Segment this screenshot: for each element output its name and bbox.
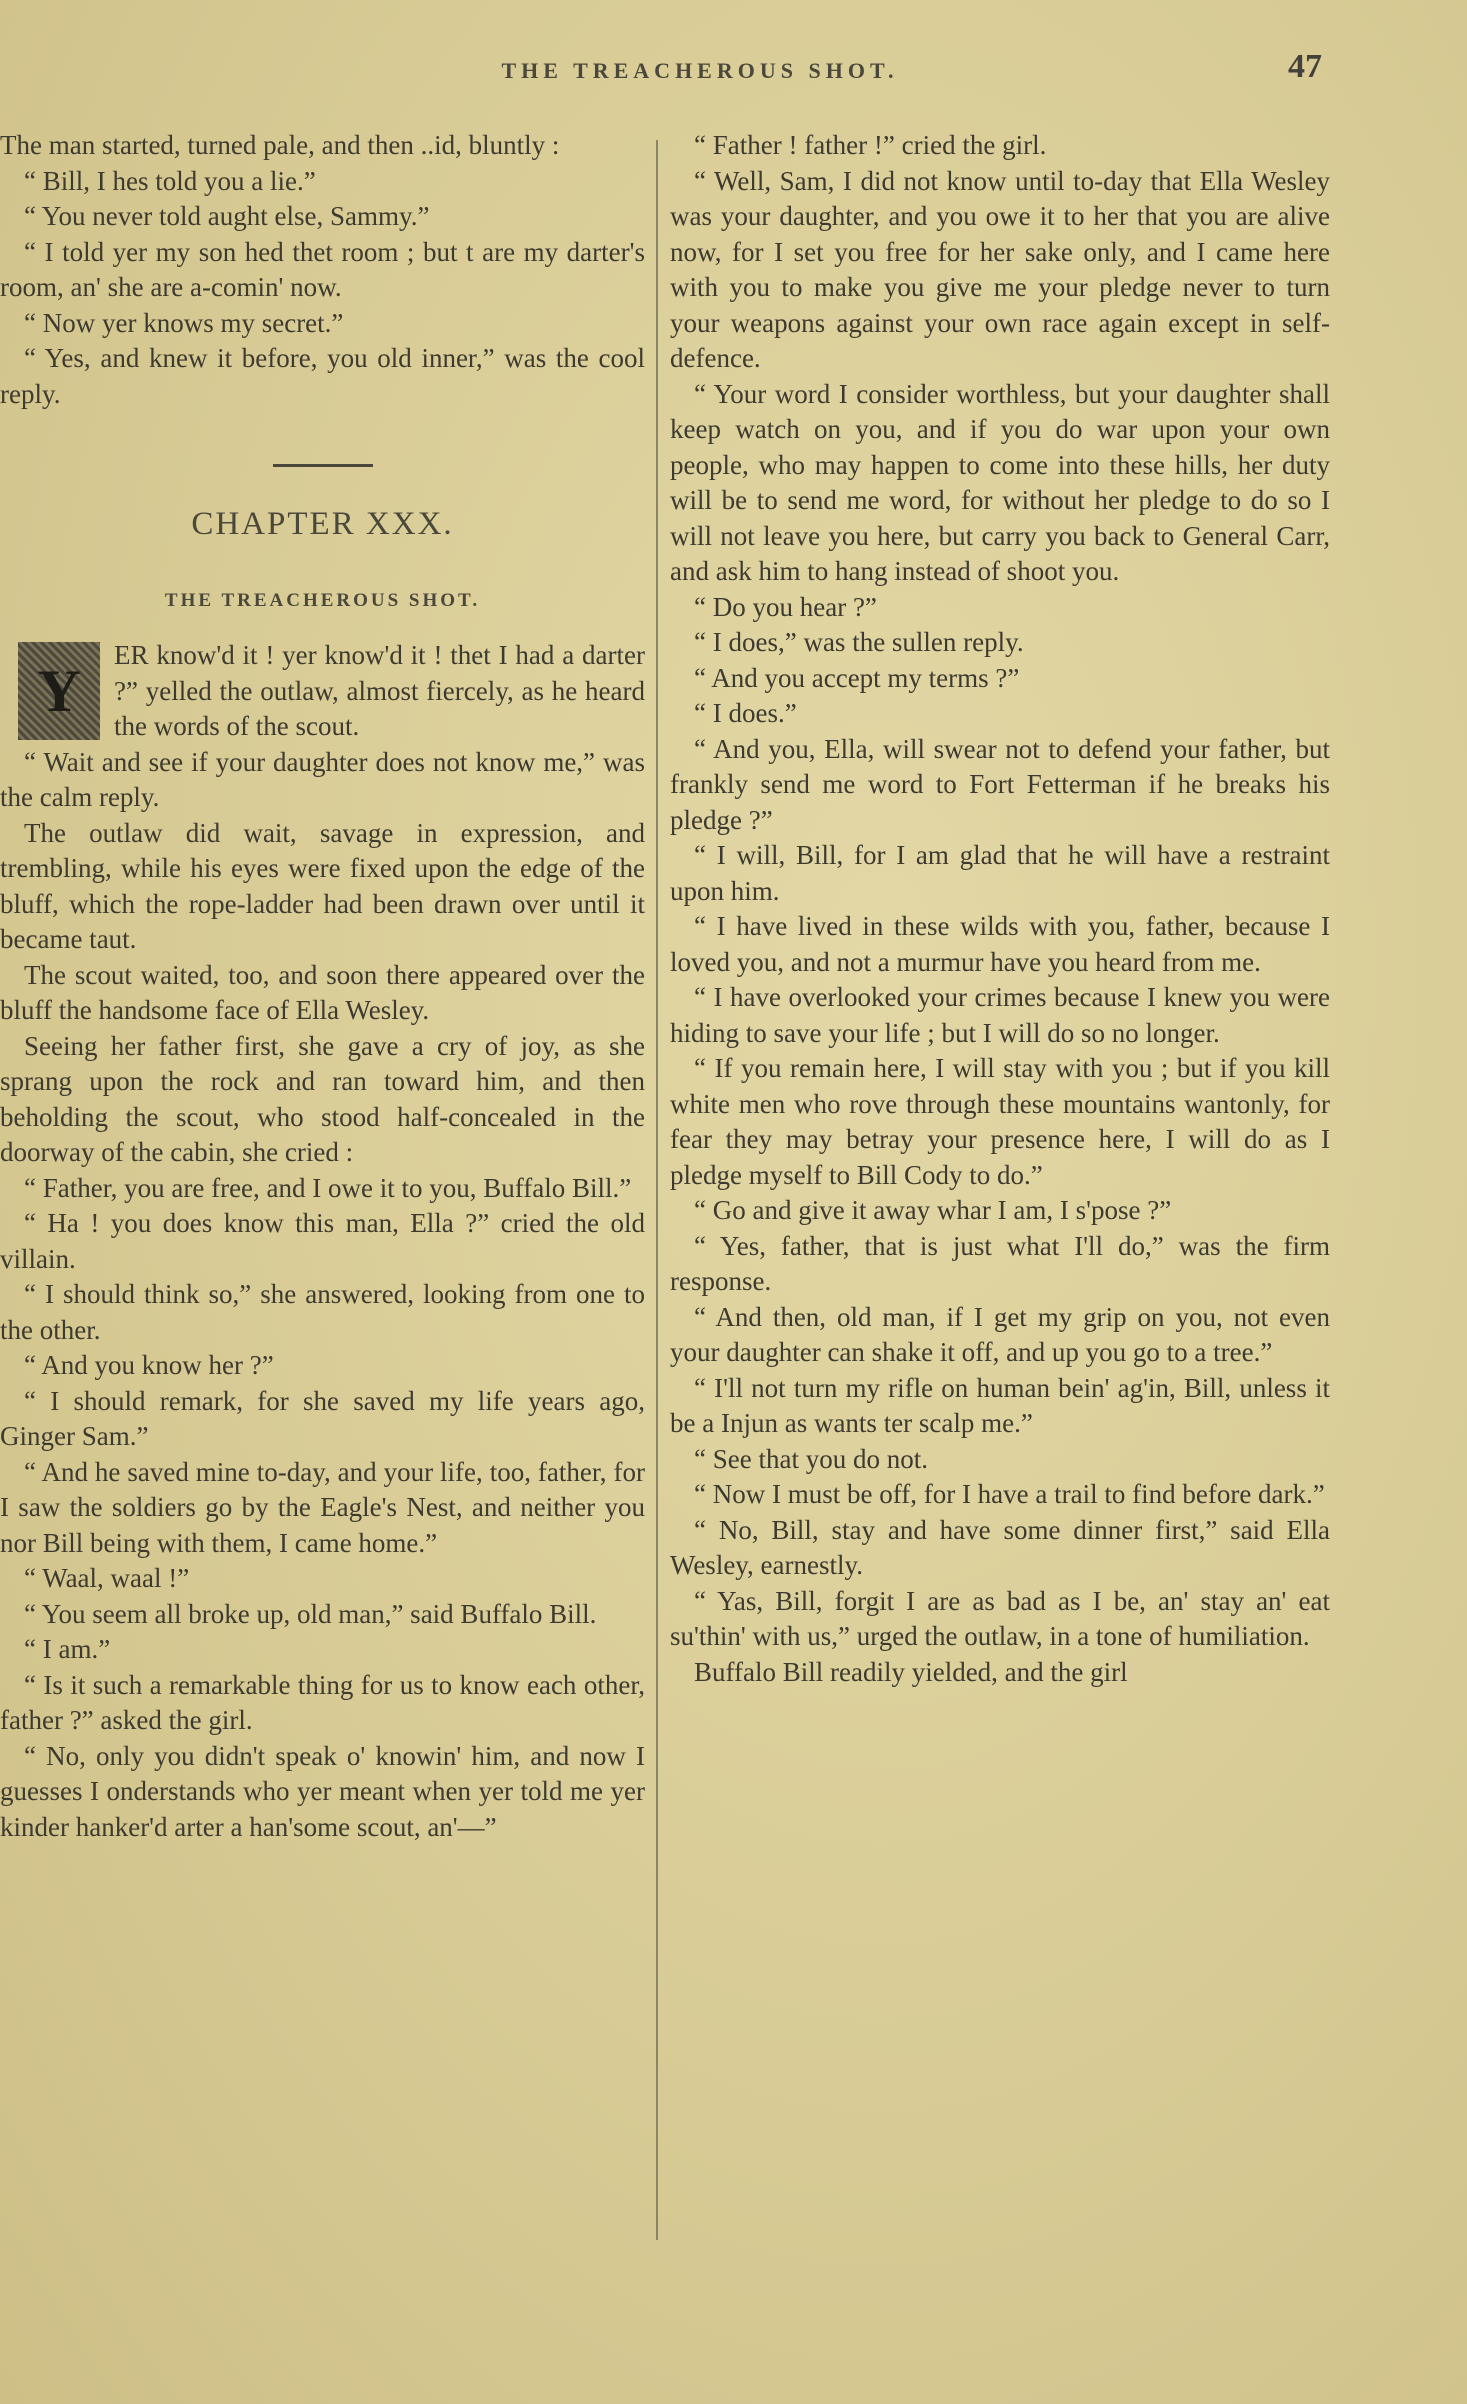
right-paragraph: “ And you, Ella, will swear not to defend your father, but frankly send me word to Fort Fetterman if he breaks his pledge ?” — [670, 733, 1330, 835]
right-paragraph: “ I will, Bill, for I am glad that he will have a restraint upon him. — [670, 840, 1330, 906]
left-column — [0, 128, 645, 1845]
right-paragraph: “ Yas, Bill, forgit I are as bad as I be, an' stay an' eat su'thin' with us,” urged the outlaw, in a tone of humiliation. — [670, 1585, 1330, 1651]
right-column — [670, 128, 1330, 1690]
right-paragraph: “ I does.” — [694, 698, 797, 728]
chapter-heading: CHAPTER XXX. — [191, 506, 454, 542]
right-paragraph: “ No, Bill, stay and have some dinner first,” said Ella Wesley, earnestly. — [670, 1514, 1330, 1580]
left-paragraph: The outlaw did wait, savage in expression, and trembling, while his eyes were fixed upon the edge of the bluff, which the rope-ladder had been drawn over until it became taut. — [0, 817, 645, 954]
right-paragraph: “ I does,” was the sullen reply. — [694, 627, 1024, 657]
left-paragraph: “ Bill, I hes told you a lie.” — [24, 165, 316, 196]
left-paragraph: “ I told yer my son hed thet room ; but t are my darter's room, an' she are a-comin' now. — [0, 236, 645, 302]
right-paragraph: “ And you accept my terms ?” — [694, 662, 1020, 693]
right-paragraph: “ See that you do not. — [694, 1443, 928, 1474]
left-paragraph: Seeing her father first, she gave a cry of joy, as she sprang upon the rock and ran toward him, and then beholding the scout, who stood half-concealed in the doorway of the cabin, she cried : — [0, 1030, 645, 1167]
right-paragraph: “ Father ! father !” cried the girl. — [694, 130, 1047, 160]
opening-paragraph — [0, 638, 645, 745]
left-paragraph: “ Wait and see if your daughter does not know me,” was the calm reply. — [0, 746, 645, 812]
right-paragraph: “ I have lived in these wilds with you, father, because I loved you, and not a murmur have you heard from me. — [670, 911, 1330, 977]
opening-text: ER know'd it ! yer know'd it ! thet I had a darter ?” yelled the outlaw, almost fiercely, as he heard the words of the scout. — [114, 640, 645, 741]
left-paragraph: The man started, turned pale, and then ..id, bluntly : — [0, 130, 560, 160]
left-paragraph: “ Ha ! you does know this man, Ella ?” cried the old villain. — [0, 1208, 645, 1274]
left-paragraph: “ I am.” — [24, 1634, 111, 1664]
right-paragraph: “ Do you hear ?” — [694, 591, 877, 622]
left-paragraph: “ You never told aught else, Sammy.” — [24, 201, 430, 231]
right-paragraph: “ Yes, father, that is just what I'll do,” was the firm response. — [670, 1230, 1330, 1296]
left-paragraph: “ I should remark, for she saved my life years ago, Ginger Sam.” — [0, 1385, 645, 1451]
left-paragraph: “ Is it such a remarkable thing for us to know each other, father ?” asked the girl. — [0, 1669, 645, 1735]
left-paragraph: “ Now yer knows my secret.” — [24, 307, 344, 338]
right-paragraph: “ Your word I consider worthless, but your daughter shall keep watch on you, and if you do war upon your own people, who may happen to come into these hills, her duty will be to send me word, for without her pledge to do so I will not leave you here, but carry you back to General Carr, and ask him to hang instead of shoot you. — [670, 378, 1330, 586]
right-paragraph: “ Now I must be off, for I have a trail to find before dark.” — [694, 1479, 1325, 1509]
left-paragraph: “ No, only you didn't speak o' knowin' him, and now I guesses I onderstands who yer meant when yer told me yer kinder hanker'd arter a han'some scout, an'—” — [0, 1740, 645, 1842]
left-paragraph: “ And you know her ?” — [24, 1350, 274, 1380]
left-paragraph: “ And he saved mine to-day, and your life, too, father, for I saw the soldiers go by the Eagle's Nest, and neither you nor Bill being with them, I came home.” — [0, 1456, 645, 1558]
left-paragraph: “ Waal, waal !” — [24, 1563, 190, 1593]
chapter-subheading: THE TREACHEROUS SHOT. — [164, 589, 481, 611]
right-paragraph: “ I have overlooked your crimes because I knew you were hiding to save your life ; but I will do so no longer. — [670, 982, 1330, 1048]
right-paragraph: “ And then, old man, if I get my grip on you, not even your daughter can shake it off, and up you go to a tree.” — [670, 1301, 1330, 1367]
right-paragraph: Buffalo Bill readily yielded, and the girl — [694, 1656, 1128, 1687]
column-rule — [656, 140, 658, 2240]
section-divider — [273, 464, 373, 467]
drop-cap: Y — [18, 642, 100, 740]
running-head: THE TREACHEROUS SHOT. — [501, 58, 899, 83]
right-paragraph: “ I'll not turn my rifle on human bein' ag'in, Bill, unless it be a Injun as wants ter scalp me.” — [670, 1372, 1330, 1438]
left-paragraph: “ Yes, and knew it before, you old inner,” was the cool reply. — [0, 343, 645, 409]
left-paragraph: The scout waited, too, and soon there appeared over the bluff the handsome face of Ella Wesley. — [0, 959, 645, 1025]
left-paragraph: “ Father, you are free, and I owe it to you, Buffalo Bill.” — [24, 1172, 632, 1203]
right-paragraph: “ Well, Sam, I did not know until to-day that Ella Wesley was your daughter, and you owe it to her that you are alive now, for I set you free for her sake only, and I came here with you to make you give me your pledge never to turn your weapons against your own race again except in self-defence. — [670, 165, 1330, 373]
page-number: 47 — [1288, 48, 1322, 85]
right-paragraph: “ If you remain here, I will stay with you ; but if you kill white men who rove through these mountains wantonly, for fear they may betray your presence here, I will do as I pledge myself to Bill Cody to do.” — [670, 1053, 1330, 1190]
right-paragraph: “ Go and give it away whar I am, I s'pose ?” — [694, 1195, 1172, 1225]
left-paragraph: “ I should think so,” she answered, looking from one to the other. — [0, 1279, 645, 1345]
left-paragraph: “ You seem all broke up, old man,” said Buffalo Bill. — [24, 1598, 597, 1629]
